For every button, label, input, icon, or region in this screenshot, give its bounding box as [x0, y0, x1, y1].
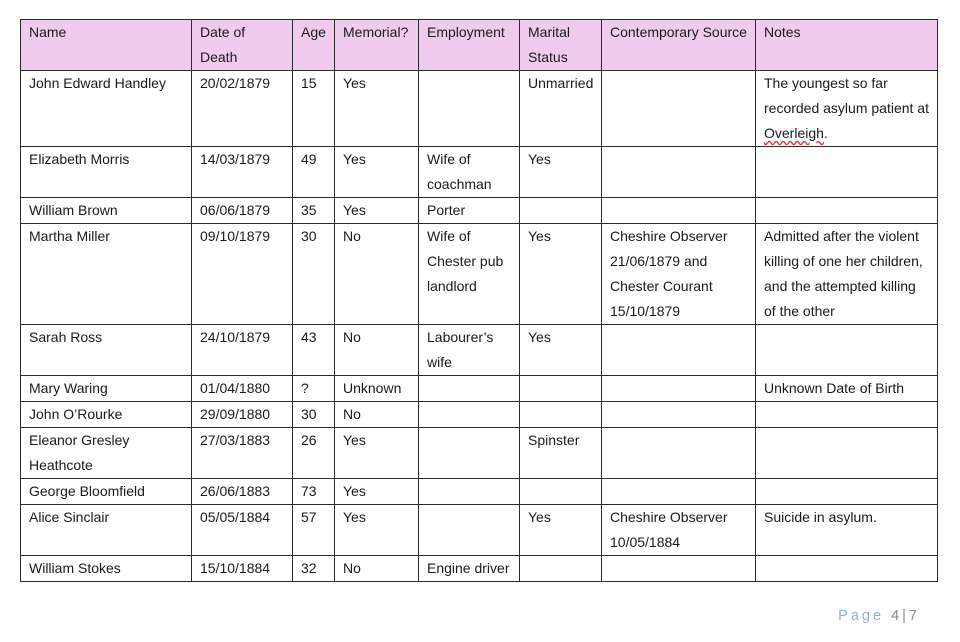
cell-contemporary-source: [602, 147, 756, 198]
header-memorial: Memorial?: [335, 20, 419, 71]
cell-date-of-death: 14/03/1879: [192, 147, 293, 198]
cell-contemporary-source: [602, 198, 756, 224]
cell-name: John Edward Handley: [21, 71, 192, 147]
cell-date-of-death: 27/03/1883: [192, 428, 293, 479]
cell-marital-status: Unmarried: [520, 71, 602, 147]
cell-marital-status: Yes: [520, 325, 602, 376]
current-page-number: 4: [891, 608, 903, 624]
cell-marital-status: [520, 198, 602, 224]
header-employment: Employment: [419, 20, 520, 71]
cell-marital-status: [520, 376, 602, 402]
cell-employment: Wife of Chester pub landlord: [419, 224, 520, 325]
cell-contemporary-source: Cheshire Observer 10/05/1884: [602, 505, 756, 556]
cell-employment: Labourer’s wife: [419, 325, 520, 376]
cell-date-of-death: 01/04/1880: [192, 376, 293, 402]
cell-memorial: No: [335, 556, 419, 582]
cell-memorial: Unknown: [335, 376, 419, 402]
cell-age: 30: [293, 402, 335, 428]
cell-notes: [756, 479, 938, 505]
cell-memorial: Yes: [335, 479, 419, 505]
cell-employment: [419, 402, 520, 428]
cell-employment: [419, 71, 520, 147]
header-name: Name: [21, 20, 192, 71]
cell-employment: [419, 479, 520, 505]
table-body: [21, 71, 938, 582]
notes-text: The youngest so far recorded asylum patient at: [764, 75, 929, 116]
header-marital-status: Marital Status: [520, 20, 602, 71]
cell-age: 73: [293, 479, 335, 505]
notes-place-name: Overleigh: [764, 125, 824, 141]
page-label: Page: [838, 608, 885, 624]
table-row: [21, 402, 938, 428]
cell-age: 26: [293, 428, 335, 479]
cell-marital-status: Yes: [520, 505, 602, 556]
cell-memorial: No: [335, 224, 419, 325]
page-separator: |: [902, 608, 909, 624]
cell-date-of-death: 24/10/1879: [192, 325, 293, 376]
cell-date-of-death: 06/06/1879: [192, 198, 293, 224]
cell-memorial: Yes: [335, 428, 419, 479]
table-row: [21, 376, 938, 402]
cell-employment: Porter: [419, 198, 520, 224]
cell-contemporary-source: [602, 428, 756, 479]
cell-name: Elizabeth Morris: [21, 147, 192, 198]
cell-age: 35: [293, 198, 335, 224]
header-row: [21, 20, 938, 71]
cell-marital-status: [520, 479, 602, 505]
cell-marital-status: [520, 556, 602, 582]
cell-age: 32: [293, 556, 335, 582]
cell-memorial: Yes: [335, 147, 419, 198]
cell-name: William Brown: [21, 198, 192, 224]
cell-age: ?: [293, 376, 335, 402]
cell-age: 43: [293, 325, 335, 376]
cell-notes: Suicide in asylum.: [756, 505, 938, 556]
cell-name: William Stokes: [21, 556, 192, 582]
cell-date-of-death: 09/10/1879: [192, 224, 293, 325]
table-row: [21, 479, 938, 505]
table-row: [21, 505, 938, 556]
cell-contemporary-source: [602, 325, 756, 376]
cell-marital-status: [520, 402, 602, 428]
cell-marital-status: Yes: [520, 147, 602, 198]
table-row: [21, 556, 938, 582]
cell-notes: Admitted after the violent killing of one her children, and the attempted killing of the other: [756, 224, 938, 325]
header-age: Age: [293, 20, 335, 71]
cell-name: George Bloomfield: [21, 479, 192, 505]
notes-end: .: [823, 125, 828, 141]
cell-employment: [419, 505, 520, 556]
table-row: [21, 198, 938, 224]
page-number-footer: [838, 608, 920, 624]
cell-date-of-death: 15/10/1884: [192, 556, 293, 582]
cell-notes: [756, 402, 938, 428]
cell-name: Mary Waring: [21, 376, 192, 402]
cell-name: Alice Sinclair: [21, 505, 192, 556]
cell-date-of-death: 20/02/1879: [192, 71, 293, 147]
cell-contemporary-source: [602, 376, 756, 402]
cell-contemporary-source: [602, 71, 756, 147]
cell-employment: Engine driver: [419, 556, 520, 582]
cell-age: 49: [293, 147, 335, 198]
asylum-records-table: [20, 19, 938, 582]
table-row: [21, 325, 938, 376]
cell-notes: [756, 556, 938, 582]
cell-date-of-death: 05/05/1884: [192, 505, 293, 556]
table-row: [21, 224, 938, 325]
cell-notes: [756, 325, 938, 376]
cell-employment: Wife of coachman: [419, 147, 520, 198]
header-notes: Notes: [756, 20, 938, 71]
cell-notes: [756, 147, 938, 198]
cell-name: Eleanor Gresley Heathcote: [21, 428, 192, 479]
cell-date-of-death: 29/09/1880: [192, 402, 293, 428]
cell-employment: [419, 376, 520, 402]
table-header: [21, 20, 938, 71]
total-pages-number: 7: [908, 608, 920, 624]
cell-employment: [419, 428, 520, 479]
cell-contemporary-source: [602, 479, 756, 505]
table-row: [21, 428, 938, 479]
cell-notes: [756, 428, 938, 479]
table-row: [21, 147, 938, 198]
cell-name: Sarah Ross: [21, 325, 192, 376]
cell-name: John O’Rourke: [21, 402, 192, 428]
cell-memorial: Yes: [335, 71, 419, 147]
cell-contemporary-source: [602, 556, 756, 582]
cell-memorial: Yes: [335, 198, 419, 224]
cell-contemporary-source: [602, 402, 756, 428]
header-date-of-death: Date of Death: [192, 20, 293, 71]
cell-marital-status: Spinster: [520, 428, 602, 479]
cell-memorial: No: [335, 325, 419, 376]
cell-date-of-death: 26/06/1883: [192, 479, 293, 505]
cell-memorial: Yes: [335, 505, 419, 556]
cell-age: 57: [293, 505, 335, 556]
cell-name: Martha Miller: [21, 224, 192, 325]
header-contemporary-source: Contemporary Source: [602, 20, 756, 71]
cell-marital-status: Yes: [520, 224, 602, 325]
cell-age: 15: [293, 71, 335, 147]
cell-notes: [756, 71, 938, 147]
table-row: [21, 71, 938, 147]
cell-notes: Unknown Date of Birth: [756, 376, 938, 402]
cell-notes: [756, 198, 938, 224]
cell-age: 30: [293, 224, 335, 325]
cell-contemporary-source: Cheshire Observer 21/06/1879 and Chester Courant 15/10/1879: [602, 224, 756, 325]
cell-memorial: No: [335, 402, 419, 428]
